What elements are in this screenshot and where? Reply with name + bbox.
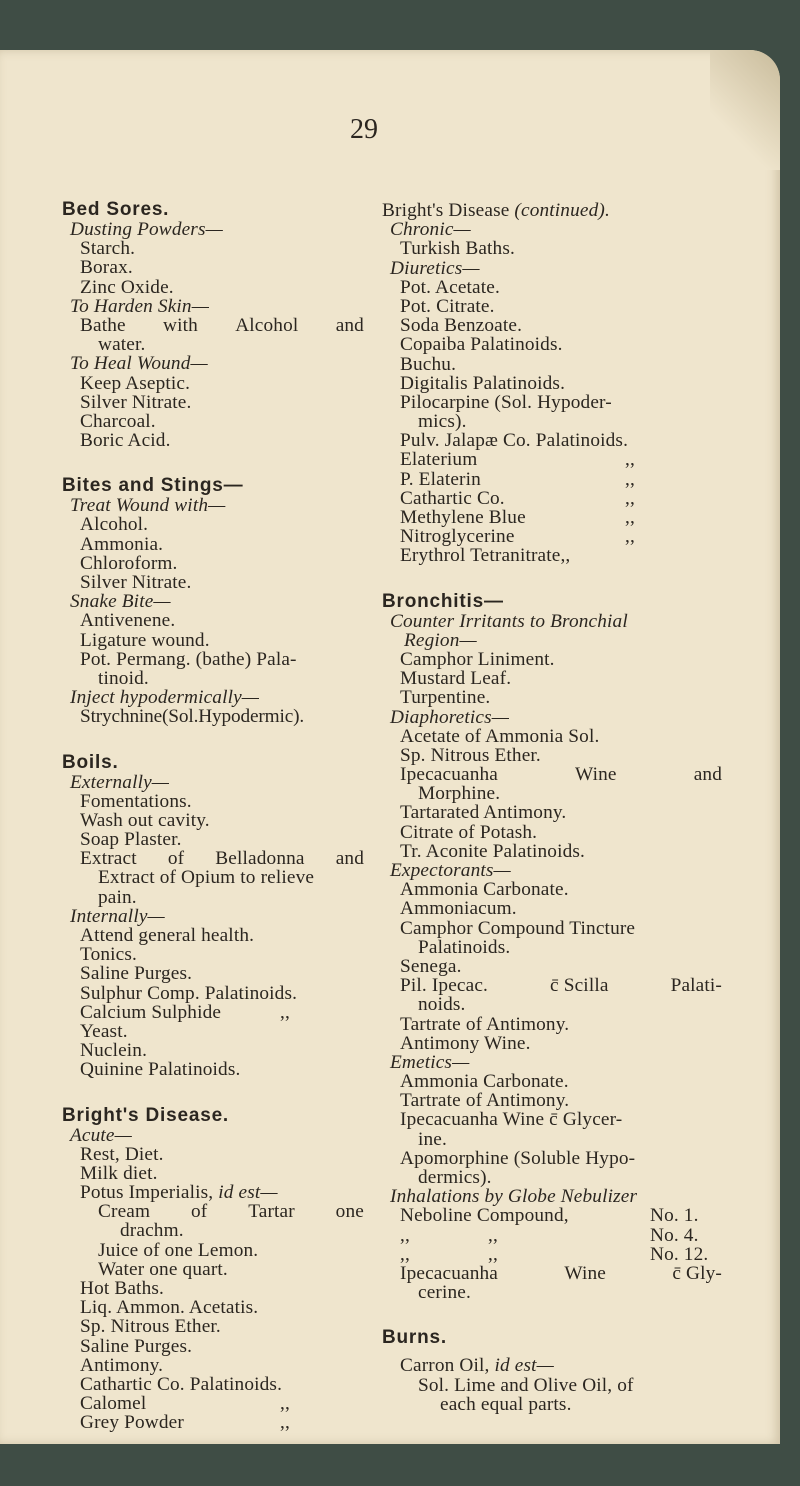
page-number: 29 bbox=[350, 114, 378, 145]
list-item: Saline Purges. bbox=[80, 1335, 193, 1357]
list-item-continuation: Extract of Opium to relieve bbox=[98, 867, 315, 889]
subheading: Diaphoretics— bbox=[390, 706, 510, 728]
list-item: P. Elaterin ,, bbox=[400, 468, 635, 490]
list-item: Cathartic Co. ,, bbox=[400, 487, 635, 509]
list-item: Mustard Leaf. bbox=[400, 668, 512, 690]
list-item: Pot. Permang. (bathe) Pala- bbox=[80, 648, 297, 670]
list-item-continuation: water. bbox=[98, 334, 146, 356]
list-item: Erythrol Tetranitrate,, bbox=[400, 545, 571, 567]
list-item: Tr. Aconite Palatinoids. bbox=[400, 840, 586, 862]
heading-brights-disease: Bright's Disease. bbox=[62, 1104, 230, 1126]
list-item: Pilocarpine (Sol. Hypoder- bbox=[400, 391, 612, 413]
list-item: Elaterium ,, bbox=[400, 449, 635, 471]
list-item: Nitroglycerine ,, bbox=[400, 526, 635, 548]
subheading: Acute— bbox=[70, 1124, 132, 1146]
subheading-continuation: Region— bbox=[404, 629, 477, 651]
subheading: Snake Bite— bbox=[70, 591, 171, 613]
list-item: Tonics. bbox=[80, 944, 138, 966]
list-item-continuation: cerine. bbox=[418, 1282, 471, 1304]
list-item: Ipecacuanha Wine c̄ Glycer- bbox=[400, 1109, 623, 1131]
left-column bbox=[62, 200, 364, 1433]
list-item: Juice of one Lemon. bbox=[98, 1239, 259, 1261]
list-item: Liq. Ammon. Acetatis. bbox=[80, 1297, 259, 1319]
book-page bbox=[0, 50, 780, 1444]
heading-boils: Boils. bbox=[62, 751, 119, 773]
list-item: Nuclein. bbox=[80, 1040, 148, 1062]
subheading: Expectorants— bbox=[390, 860, 511, 881]
list-item: Camphor Liniment. bbox=[400, 648, 555, 670]
list-item: Strychnine(Sol.Hypodermic). bbox=[80, 706, 305, 728]
list-item: Ammonia. bbox=[80, 533, 164, 555]
list-item: Keep Aseptic. bbox=[80, 372, 191, 394]
list-item: Extract of Belladonna and bbox=[80, 848, 364, 870]
page-corner-crease bbox=[710, 50, 780, 170]
list-item: Soap Plaster. bbox=[80, 829, 182, 851]
list-item: Calomel ,, bbox=[80, 1393, 290, 1415]
list-item: Water one quart. bbox=[98, 1258, 228, 1280]
list-item: Carron Oil, id est— bbox=[400, 1355, 554, 1377]
subheading: Inhalations by Globe Nebulizer bbox=[390, 1186, 638, 1208]
right-column bbox=[382, 201, 754, 1414]
subheading: To Harden Skin— bbox=[70, 295, 210, 317]
list-item: Sol. Lime and Olive Oil, of bbox=[418, 1374, 634, 1396]
list-item: Copaiba Palatinoids. bbox=[400, 334, 563, 356]
list-item: Starch. bbox=[80, 238, 136, 260]
list-item: Silver Nitrate. bbox=[80, 391, 192, 413]
list-item: Milk diet. bbox=[80, 1162, 158, 1184]
list-item: Turkish Baths. bbox=[400, 238, 515, 260]
list-item: Buchu. bbox=[400, 353, 457, 375]
list-item: Alcohol. bbox=[80, 514, 149, 536]
list-item: ,, ,, No. 12. bbox=[400, 1243, 709, 1265]
subheading: Internally— bbox=[70, 905, 165, 927]
list-item: Ipecacuanha Wine c̄ Gly- bbox=[400, 1262, 722, 1284]
list-item: Tartrate of Antimony. bbox=[400, 1090, 570, 1112]
list-item: Acetate of Ammonia Sol. bbox=[400, 725, 600, 747]
list-item-continuation: ine. bbox=[418, 1128, 447, 1150]
list-item: Antivenene. bbox=[80, 610, 176, 632]
subheading: Treat Wound with— bbox=[70, 495, 226, 517]
list-item: Methylene Blue ,, bbox=[400, 507, 635, 528]
list-item: Wash out cavity. bbox=[80, 809, 210, 831]
list-item: Chloroform. bbox=[80, 552, 178, 574]
list-item: Sulphur Comp. Palatinoids. bbox=[80, 982, 298, 1004]
list-item: Calcium Sulphide ,, bbox=[80, 1001, 290, 1023]
list-item: Tartarated Antimony. bbox=[400, 802, 567, 824]
list-item: Tartrate of Antimony. bbox=[400, 1013, 570, 1035]
list-item: Quinine Palatinoids. bbox=[80, 1059, 241, 1081]
list-item: Borax. bbox=[80, 257, 133, 279]
list-item: Ammoniacum. bbox=[400, 898, 517, 920]
heading-bed-sores: Bed Sores. bbox=[62, 199, 170, 220]
subheading: Inject hypodermically— bbox=[70, 687, 260, 709]
list-item-continuation: mics). bbox=[418, 411, 467, 433]
list-item: Yeast. bbox=[80, 1020, 128, 1042]
list-item: Bathe with Alcohol and bbox=[80, 314, 364, 336]
list-item-continuation: pain. bbox=[98, 886, 137, 908]
list-item: Hot Baths. bbox=[80, 1278, 164, 1299]
list-item: Saline Purges. bbox=[80, 963, 193, 985]
list-item: Ligature wound. bbox=[80, 629, 210, 651]
subheading: Counter Irritants to Bronchial bbox=[390, 610, 628, 632]
subheading: Dusting Powders— bbox=[70, 219, 223, 240]
list-item-continuation: tinoid. bbox=[98, 667, 149, 689]
list-item: Soda Benzoate. bbox=[400, 315, 523, 337]
list-item: ,, ,, No. 4. bbox=[400, 1224, 699, 1246]
list-item: Ammonia Carbonate. bbox=[400, 879, 569, 901]
list-item: Antimony. bbox=[80, 1354, 164, 1376]
list-item: Pot. Acetate. bbox=[400, 276, 500, 298]
list-item: Turpentine. bbox=[400, 687, 491, 709]
list-item: Ammonia Carbonate. bbox=[400, 1071, 569, 1093]
list-item: Ipecacuanha Wine and bbox=[400, 764, 722, 786]
list-item-continuation: Palatinoids. bbox=[418, 936, 511, 958]
list-item: Fomentations. bbox=[80, 790, 192, 812]
list-item: Sp. Nitrous Ether. bbox=[80, 1316, 221, 1338]
list-item-continuation: noids. bbox=[418, 994, 466, 1016]
list-item: Antimony Wine. bbox=[400, 1032, 531, 1054]
list-item: Zinc Oxide. bbox=[80, 276, 174, 298]
list-item: Pulv. Jalapæ Co. Palatinoids. bbox=[400, 430, 629, 452]
list-item: Citrate of Potash. bbox=[400, 821, 538, 843]
list-item: Grey Powder ,, bbox=[80, 1412, 290, 1434]
list-item: Attend general health. bbox=[80, 925, 255, 946]
list-item: Cream of Tartar one bbox=[98, 1201, 364, 1223]
list-item: Neboline Compound, No. 1. bbox=[400, 1205, 699, 1227]
heading-brights-continued: Bright's Disease (continued). bbox=[382, 200, 610, 221]
list-item: Boric Acid. bbox=[80, 430, 171, 452]
list-item-continuation: drachm. bbox=[120, 1220, 184, 1242]
list-item: Digitalis Palatinoids. bbox=[400, 372, 566, 394]
list-item: Senega. bbox=[400, 955, 462, 977]
list-item: Silver Nitrate. bbox=[80, 572, 192, 593]
list-item-continuation: each equal parts. bbox=[440, 1393, 572, 1415]
subheading: Externally— bbox=[70, 771, 170, 793]
subheading: Diuretics— bbox=[390, 257, 480, 279]
subheading: Emetics— bbox=[390, 1051, 470, 1073]
list-item-continuation: Morphine. bbox=[418, 783, 501, 805]
list-item: Potus Imperialis, id est— bbox=[80, 1182, 278, 1204]
heading-burns: Burns. bbox=[382, 1327, 447, 1349]
list-item: Sp. Nitrous Ether. bbox=[400, 744, 541, 766]
list-item: Pot. Citrate. bbox=[400, 295, 495, 317]
list-item-continuation: dermics). bbox=[418, 1167, 492, 1188]
list-item: Apomorphine (Soluble Hypo- bbox=[400, 1147, 636, 1169]
list-item: Cathartic Co. Palatinoids. bbox=[80, 1373, 283, 1395]
list-item: Rest, Diet. bbox=[80, 1143, 164, 1165]
heading-bites-and-stings: Bites and Stings— bbox=[62, 475, 244, 497]
subheading: To Heal Wound— bbox=[70, 353, 208, 375]
list-item: Charcoal. bbox=[80, 410, 156, 432]
heading-bronchitis: Bronchitis— bbox=[382, 590, 504, 612]
subheading: Chronic— bbox=[390, 219, 471, 241]
list-item: Pil. Ipecac. c̄ Scilla Palati- bbox=[400, 975, 722, 997]
list-item: Camphor Compound Tincture bbox=[400, 917, 636, 939]
